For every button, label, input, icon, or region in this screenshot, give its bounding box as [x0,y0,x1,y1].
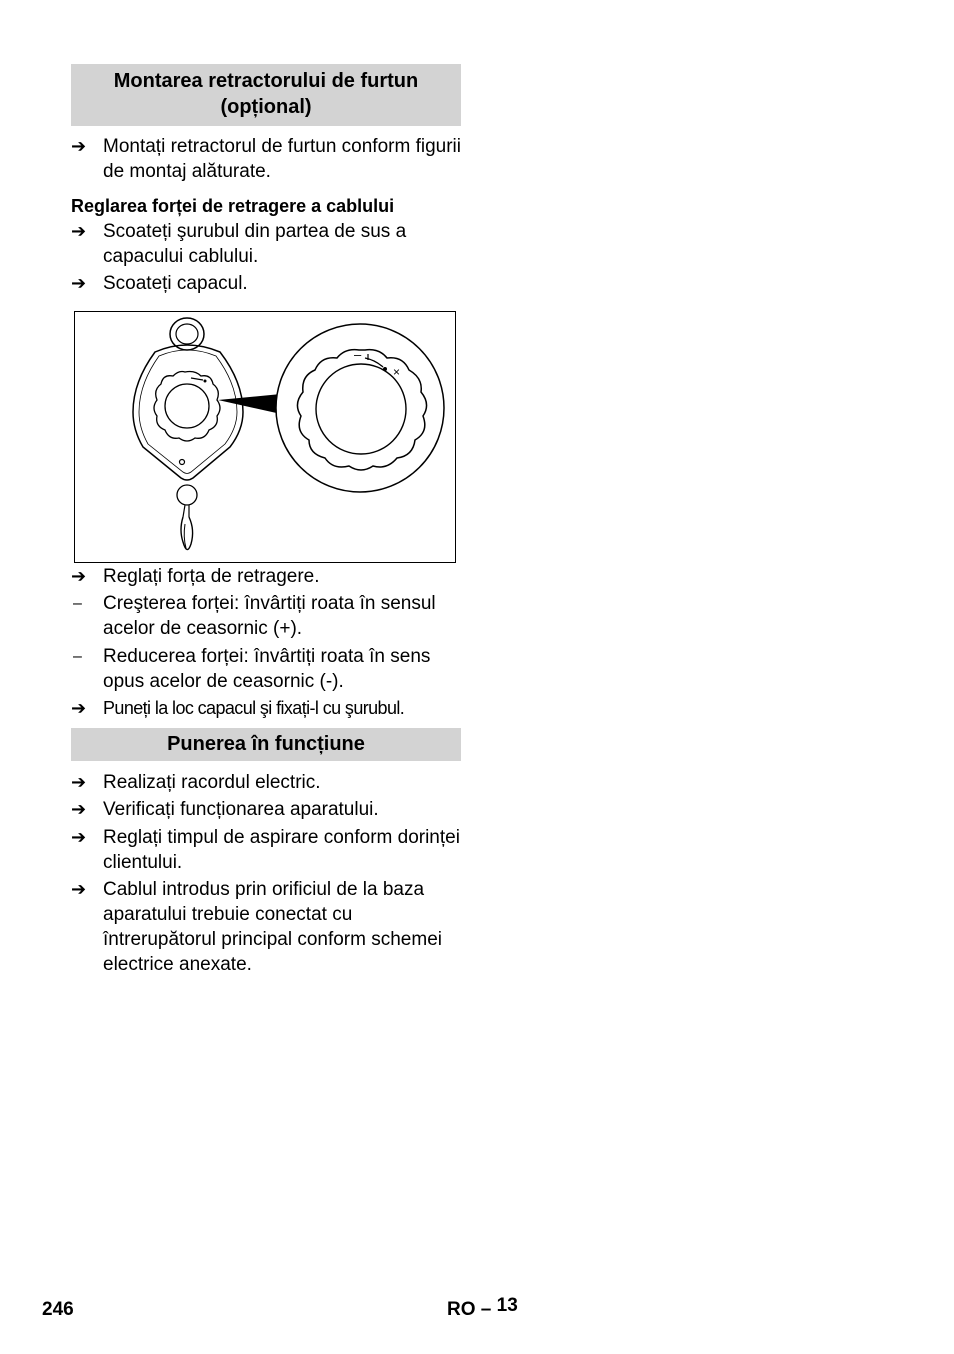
list-item-text: Verificați funcționarea aparatului. [103,799,379,820]
arrow-right-icon: ➔ [71,136,87,156]
footer-language [447,1295,518,1321]
list-item-text: Montați retractorul de furtun conform figurii de montaj alăturate. [103,136,461,182]
arrow-right-icon: ➔ [71,698,87,718]
list-item-text: Puneți la loc capacul şi fixați-l cu şurubul. [103,698,405,718]
section-heading-commissioning: Punerea în funcțiune [71,728,461,761]
list-item [71,644,461,694]
hose-retractor-figure [74,311,456,563]
list-item [71,564,461,589]
section-title-line2: (opțional) [220,96,312,118]
hose-retractor-drawing [75,312,455,562]
dash-icon: – [73,595,82,612]
list-item-text: Reglați timpul de aspirare conform dorinței clientului. [103,827,460,873]
arrow-right-icon: ➔ [71,566,87,586]
footer-dash: – [480,1299,492,1320]
section-heading-hose-retractor [71,64,461,126]
list-item [71,825,461,875]
list-item [71,797,461,822]
list-item [71,696,461,721]
list-item-text: Reducerea forței: învârtiți roata în sens opus acelor de ceasornic (-). [103,646,431,692]
arrow-right-icon: ➔ [71,772,87,792]
list-item-text: Creşterea forței: învârtiți roata în sensul acelor de ceasornic (+). [103,593,436,639]
list-item-text: Cablul introdus prin orificiul de la baza aparatului trebuie conectat cu întrerupătorul principal conform schemei electrice anexate. [103,879,442,975]
subheading-retract-force: Reglarea forței de retragere a cablului [71,196,395,216]
list-item [71,271,461,296]
language-code: RO [447,1299,476,1320]
sub-page-number: 13 [496,1295,518,1316]
minus-marker: – [354,347,362,362]
list-item [71,770,461,795]
arrow-right-icon: ➔ [71,221,87,241]
list-item-text: Scoateți capacul. [103,273,248,294]
plus-marker: × [393,365,401,379]
arrow-right-icon: ➔ [71,827,87,847]
dash-icon: – [73,648,82,665]
section-title-line1: Montarea retractorului de furtun [113,70,419,92]
list-item-text: Scoateți şurubul din partea de sus a capacului cablului. [103,221,407,267]
list-item [71,877,461,977]
page-number: 246 [42,1299,74,1320]
arrow-right-icon: ➔ [71,879,87,899]
list-item-text: Reglați forța de retragere. [103,566,320,587]
list-item [71,134,461,184]
arrow-right-icon: ➔ [71,273,87,293]
list-item [71,219,461,269]
list-item-text: Realizați racordul electric. [103,772,321,793]
arrow-right-icon: ➔ [71,799,87,819]
list-item [71,591,461,641]
